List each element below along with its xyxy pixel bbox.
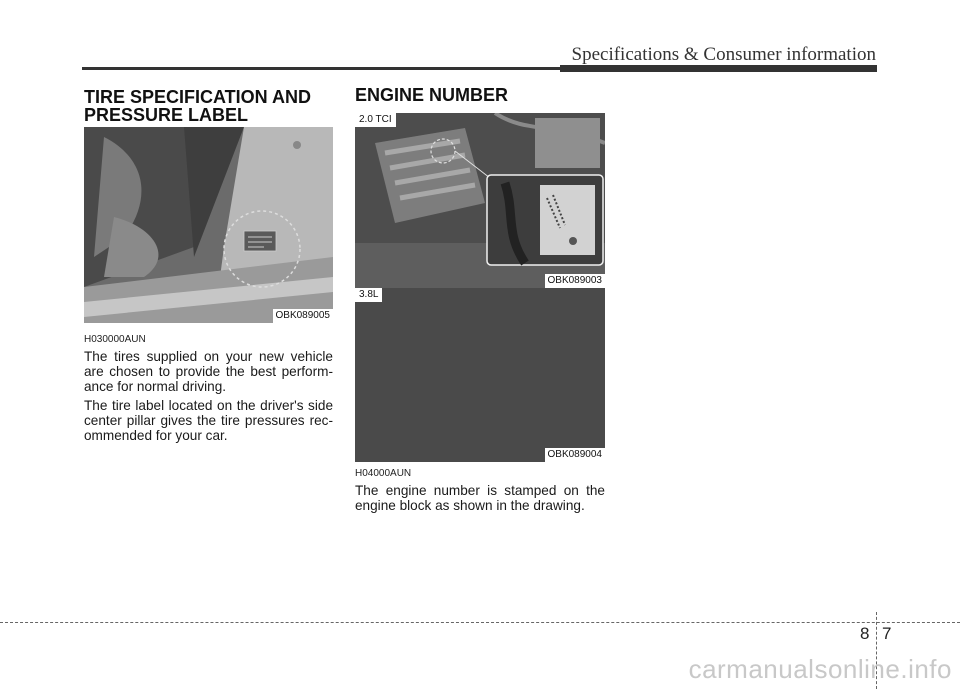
- header-tab-bar: [560, 65, 877, 72]
- engine-2-0-tci-tag: 2.0 TCI: [355, 113, 396, 127]
- engine-number-heading: ENGINE NUMBER: [355, 85, 509, 105]
- engine-number-paragraph: The engine number is stamped on the engine block as shown in the drawing.: [355, 483, 605, 513]
- engine-3-8l-caption: OBK089004: [545, 448, 606, 462]
- tire-spec-heading-line1: TIRE SPECIFICATION AND: [84, 87, 312, 107]
- chapter-number: 8: [860, 624, 870, 643]
- engine-3-8l-photo: [355, 288, 605, 462]
- engine-2-0-tci-caption: OBK089003: [545, 274, 606, 288]
- tire-spec-paragraph-1: The tires supplied on your new vehicle are chosen to provide the best perform-ance for normal driving.: [84, 349, 333, 394]
- tire-spec-code: H030000AUN: [84, 334, 146, 345]
- tire-spec-body: [84, 349, 333, 447]
- tire-label-figure-caption: OBK089005: [273, 309, 334, 323]
- tire-spec-heading: [84, 88, 311, 124]
- tire-spec-paragraph-2: The tire label located on the driver's side center pillar gives the tire pressures rec-ommended for your car.: [84, 398, 333, 443]
- engine-3-8l-tag: 3.8L: [355, 288, 382, 302]
- watermark-text: carmanualsonline.info: [688, 654, 952, 684]
- engine-2-0-tci-drawing: [355, 113, 605, 288]
- engine-number-code: H04000AUN: [355, 468, 412, 479]
- page-header-title: Specifications & Consumer information: [571, 44, 876, 65]
- page-number: 7: [882, 624, 892, 643]
- tire-label-photo: [84, 127, 333, 323]
- tire-label-photo-drawing: [84, 127, 333, 323]
- footer-dashed-line: [0, 622, 960, 623]
- engine-number-body: [355, 483, 605, 517]
- engine-2-0-tci-photo: [355, 113, 605, 288]
- tire-spec-heading-line2: PRESSURE LABEL: [84, 105, 249, 125]
